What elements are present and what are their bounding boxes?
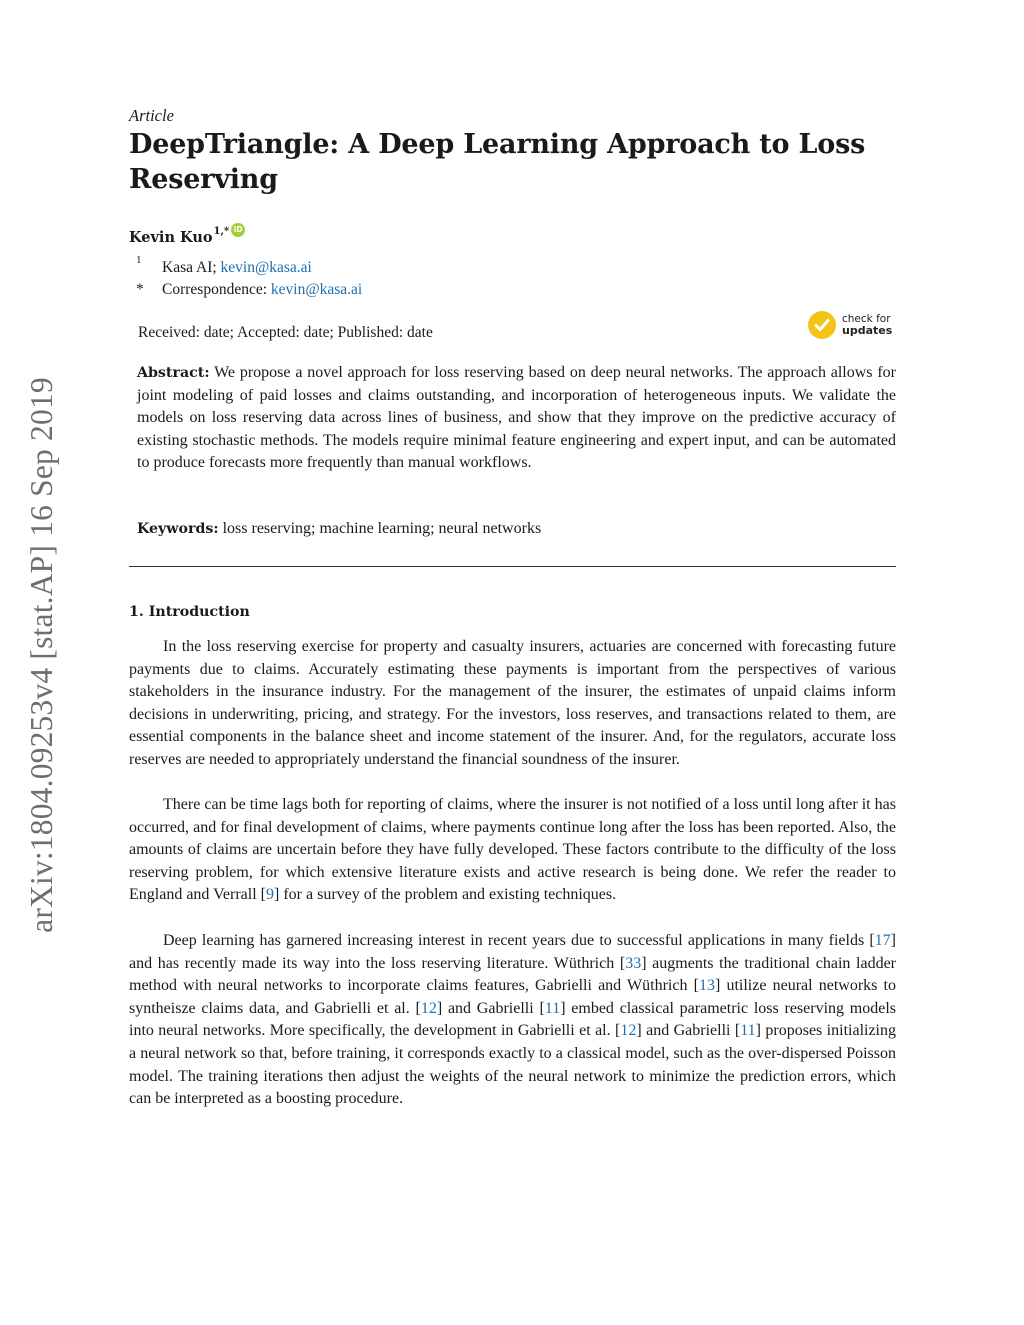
paragraph-text: ] and has recently made its way into the loss reserving literature. Wüthrich [	[129, 932, 896, 972]
intro-paragraph-3	[129, 930, 896, 1111]
paragraph-text: ] proposes initializing a neural network so that, before training, it corresponds exactly to a classical model, such as the over-dispersed Poisson model. The training iterations then adjust the weights of the neural network to minimize the prediction errors, which can be interpreted as a boosting procedure.	[129, 1022, 896, 1108]
intro-paragraph-1: In the loss reserving exercise for property and casualty insurers, actuaries are concerned with forecasting future payments due to claims. Accurately estimating these payments is important from the perspectives of various stakeholders in the insurance industry. For the management of the insurer, the estimates of unpaid claims inform decisions in underwriting, pricing, and strategy. For the investors, loss reserves, and transactions related to them, are essential components in the balance sheet and income statement of the insurer. And, for the regulators, accurate loss reserves are needed to appropriately understand the financial soundness of the insurer.	[129, 638, 896, 768]
citation-link[interactable]: 13	[698, 977, 715, 995]
paragraph-text: ] for a survey of the problem and existing techniques.	[274, 886, 617, 904]
checkmark-icon	[808, 311, 836, 339]
paragraph-text: ] utilize neural networks to syntheisze claims data, and Gabrielli et al. [	[129, 977, 897, 1017]
correspondence-text: Correspondence:	[162, 281, 268, 298]
keywords-label: Keywords:	[137, 521, 219, 537]
correspondence-email-link[interactable]: kevin@kasa.ai	[270, 281, 363, 298]
section-heading-introduction: 1. Introduction	[129, 604, 250, 620]
affiliation-text: Kasa AI;	[162, 259, 217, 276]
updates-label: updates	[842, 324, 893, 337]
email-link[interactable]: kevin@kasa.ai	[220, 259, 312, 276]
paragraph-text: Deep learning has garnered increasing interest in recent years due to successful applications in many fields [	[163, 932, 875, 949]
citation-link[interactable]: 33	[625, 954, 642, 972]
author-line	[129, 225, 245, 246]
section-divider	[129, 566, 896, 567]
orcid-icon[interactable]: iD	[231, 223, 245, 237]
paragraph-text: ] augments the traditional chain ladder method with neural networks to incorporate claims features, Gabrielli and Wüthrich [	[129, 954, 897, 995]
check-for-label: check for	[842, 313, 891, 325]
check-for-updates-badge[interactable]	[808, 311, 892, 339]
author-affiliation-marks: 1,*	[213, 226, 230, 237]
affiliation-1	[136, 254, 312, 277]
citation-link[interactable]: 9	[266, 886, 274, 904]
received-dates: Received: date; Accepted: date; Published: date	[138, 324, 433, 341]
article-type-label: Article	[129, 106, 174, 125]
citation-link[interactable]: 11	[740, 1022, 756, 1040]
citation-link[interactable]: 12	[420, 999, 437, 1017]
citation-link[interactable]: 11	[544, 999, 561, 1017]
author-name: Kevin Kuo	[129, 229, 213, 246]
abstract-text: We propose a novel approach for loss reserving based on deep neural networks. The approach allows for joint modeling of paid losses and claims outstanding, and incorporation of heterogeneous inputs. We validate the models on loss reserving data across lines of business, and show that they improve on the predictive accuracy of existing stochastic methods. The models require minimal feature engineering and expert input, and can be automated to produce forecasts more frequently than manual workflows.	[137, 364, 896, 472]
citation-link[interactable]: 17	[874, 932, 891, 949]
affiliation-mark: 1	[136, 254, 142, 266]
correspondence-mark: *	[136, 281, 144, 298]
paragraph-text: ] and Gabrielli [	[636, 1022, 741, 1040]
paragraph-text: ] and Gabrielli [	[436, 999, 545, 1017]
paper-title: DeepTriangle: A Deep Learning Approach to Loss Reserving	[129, 129, 866, 195]
intro-paragraph-2	[129, 794, 896, 907]
keywords-text: loss reserving; machine learning; neural networks	[222, 520, 542, 537]
arxiv-identifier[interactable]: arXiv:1804.09253v4 [stat.AP] 16 Sep 2019	[24, 377, 59, 933]
paragraph-text: ] embed classical parametric loss reserving models into neural networks. More specifically, the development in Gabrielli et al. [	[129, 999, 897, 1040]
citation-link[interactable]: 12	[620, 1022, 637, 1040]
keywords	[137, 518, 896, 541]
abstract	[137, 362, 896, 475]
arxiv-stamp	[16, 356, 68, 954]
correspondence-line	[136, 281, 362, 299]
abstract-label: Abstract:	[137, 365, 210, 381]
paragraph-text: There can be time lags both for reporting of claims, where the insurer is not notified of a loss until long after it has occurred, and for final development of claims, where payments continue long after the loss has been reported. Also, the amounts of claims are uncertain before they have fully developed. These factors contribute to the difficulty of the loss reserving problem, for which extensive literature exists and active research is being done. We refer the reader to England and Verrall [	[129, 796, 896, 904]
